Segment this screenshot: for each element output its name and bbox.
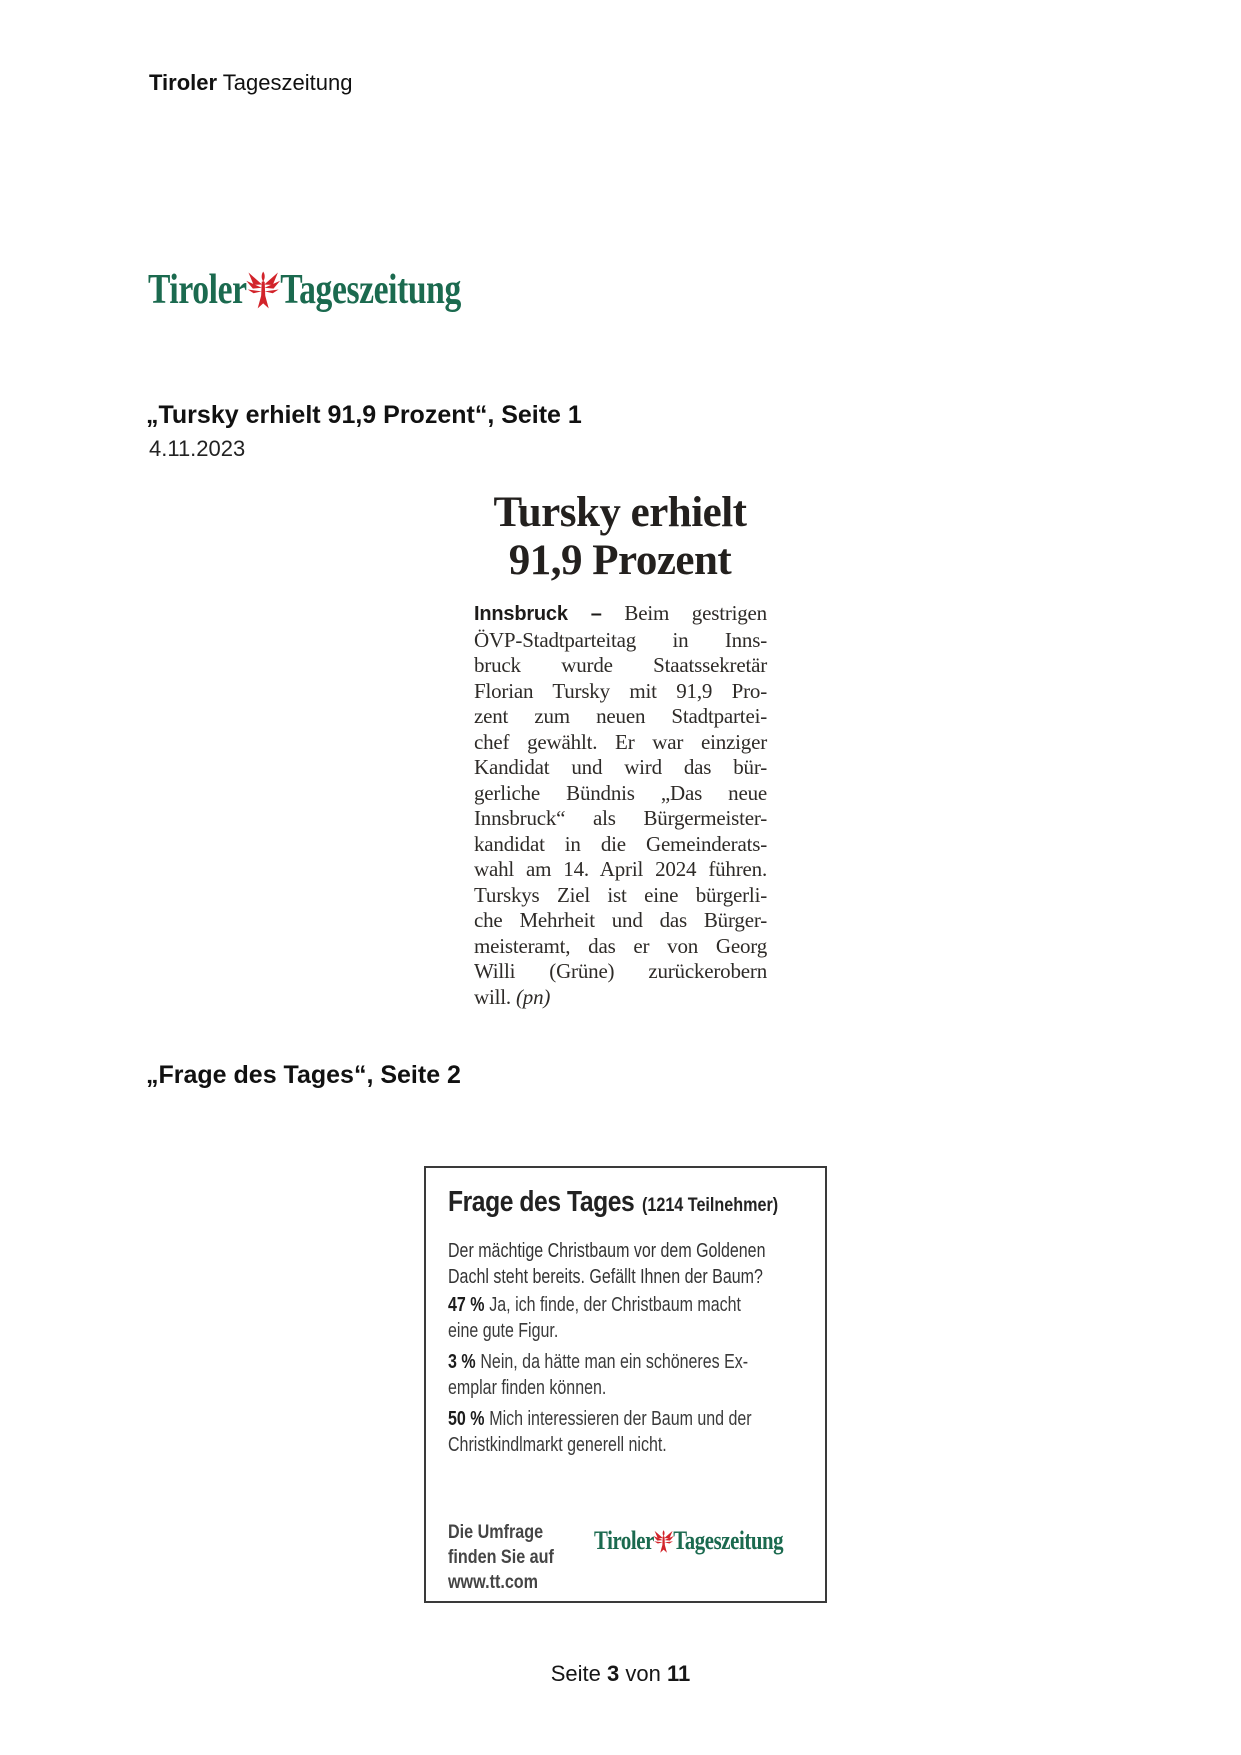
survey-option-3: 50 % Mich interessieren der Baum und der: [448, 1408, 752, 1430]
option-2-percent: 3 %: [448, 1351, 476, 1373]
body-line: Florian Tursky mit 91,9 Pro-: [474, 678, 767, 703]
survey-option-2-cont: emplar finden können.: [448, 1377, 607, 1399]
document-header: [149, 70, 352, 96]
clipping-lead: Innsbruck –: [474, 603, 602, 625]
logo-word-tageszeitung: Tageszeitung: [280, 267, 461, 313]
clipping-headline-line2: 91,9 Prozent: [508, 537, 732, 584]
body-line: chef gewählt. Er war einziger: [474, 729, 767, 754]
box-title-row: [448, 1186, 778, 1219]
body-line: kandidat in die Gemeinderats-: [474, 831, 767, 856]
body-line: Willi (Grüne) zurückerobern: [474, 959, 767, 983]
body-line: Turskys Ziel ist eine bürgerli-: [474, 882, 767, 907]
clipping-headline-line1: Tursky erhielt: [493, 489, 747, 536]
box-title: Frage des Tages: [448, 1186, 635, 1218]
body-line: wahl am 14. April 2024 führen.: [474, 857, 767, 881]
survey-option-3-cont: Christkindlmarkt generell nicht.: [448, 1434, 667, 1456]
tiroler-tageszeitung-logo-small: [594, 1526, 783, 1556]
body-line: ÖVP-Stadtparteitag in Inns-: [474, 627, 767, 652]
box-participants-count: (1214 Teilnehmer): [641, 1195, 779, 1216]
current-page-number: 3: [607, 1661, 620, 1686]
option-1-percent: 47 %: [448, 1294, 485, 1316]
body-line: che Mehrheit und das Bürger-: [474, 908, 767, 932]
body-line: Kandidat und wird das bür-: [474, 755, 767, 779]
logo-word-tiroler: Tiroler: [148, 267, 247, 313]
body-line: Innsbruck“ als Bürgermeister-: [474, 806, 767, 830]
body-last-line: will. (pn): [474, 984, 551, 1009]
article-1-date: 4.11.2023: [149, 436, 246, 461]
option-3-percent: 50 %: [448, 1408, 485, 1430]
tiroler-tageszeitung-logo: [148, 266, 461, 314]
clipping-headline: [454, 489, 786, 585]
total-page-number: 11: [667, 1661, 691, 1686]
article-2-heading: „Frage des Tages“, Seite 2: [146, 1061, 461, 1089]
body-line: zent zum neuen Stadtpartei-: [474, 704, 767, 728]
survey-source-line: Die Umfrage: [448, 1522, 544, 1543]
tyrolean-eagle-icon: [652, 1528, 674, 1555]
header-brand-regular: Tageszeitung: [222, 70, 353, 95]
author-credit: (pn): [515, 984, 551, 1009]
survey-question-line: Dachl steht bereits. Gefällt Ihnen der Baum?: [448, 1266, 763, 1288]
survey-option-1: 47 % Ja, ich finde, der Christbaum macht: [448, 1294, 741, 1316]
body-line: gerliche Bündnis „Das neue: [474, 780, 767, 805]
logo-word-tageszeitung: Tageszeitung: [673, 1526, 784, 1555]
page-footer: Seite 3 von 11: [550, 1661, 691, 1686]
header-brand-bold: Tiroler: [149, 70, 218, 95]
survey-question-line: Der mächtige Christbaum vor dem Goldenen: [448, 1240, 766, 1262]
article-1-heading: „Tursky erhielt 91,9 Prozent“, Seite 1: [146, 401, 582, 429]
logo-word-tiroler: Tiroler: [594, 1526, 654, 1555]
survey-option-1-cont: eine gute Figur.: [448, 1320, 559, 1342]
body-line: Innsbruck – Beim gestrigen: [474, 601, 767, 625]
frage-des-tages-box: [424, 1166, 827, 1603]
tyrolean-eagle-icon: [245, 268, 282, 312]
clipping-body: [474, 601, 767, 1010]
survey-source-url: www.tt.com: [448, 1572, 539, 1593]
body-line: meisteramt, das er von Georg: [474, 933, 767, 958]
survey-source-line: finden Sie auf: [448, 1547, 554, 1568]
survey-option-2: 3 % Nein, da hätte man ein schöneres Ex-: [448, 1351, 749, 1373]
body-line: bruck wurde Staatssekretär: [474, 653, 767, 677]
